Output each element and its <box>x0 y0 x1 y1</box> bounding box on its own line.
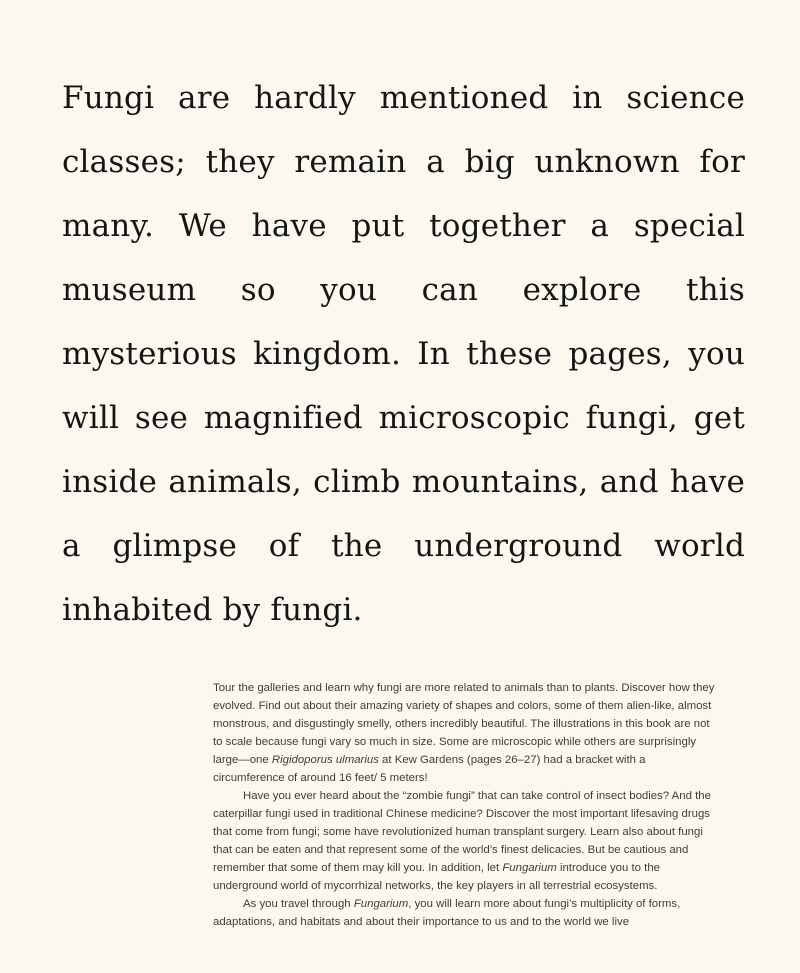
book-title: Fungarium <box>502 862 557 874</box>
species-name: Rigidoporus ulmarius <box>271 754 379 766</box>
body-paragraph-1-text-b: at Kew Gardens (pages 26–27) had a bracket with a circumference of around 16 feet/ 5 meters! <box>213 754 646 784</box>
body-paragraph-3-text-b: , you will learn more about fungi’s multiplicity of forms, adaptations, and habitats and about their importance to us and to the world we live <box>213 898 681 928</box>
body-paragraph-3 <box>213 895 719 931</box>
body-paragraph-2 <box>213 787 719 895</box>
intro-paragraph: Fungi are hardly mentioned in science classes; they remain a big unknown for many. We have put together a special museum so you can explore this mysterious kingdom. In these pages, you will see magnified microscopic fungi, get inside animals, climb mountains, and have a glimpse of the underground world inhabited by fungi. <box>62 80 745 628</box>
book-title: Fungarium <box>353 898 409 910</box>
body-paragraph-1 <box>213 679 719 787</box>
body-paragraph-1-text-a: Tour the galleries and learn why fungi are more related to animals than to plants. Discover how they evolved. Find out about their amazing variety of shapes and colors, some of them alien-like, almost monstrous, and disgustingly smelly, others incredibly beautiful. The illustrations in this book are not to scale because fungi vary so much in size. Some are microscopic while others are surprisingly large—one <box>213 682 715 766</box>
body-text <box>213 679 719 973</box>
body-paragraph-2-text-a: Have you ever heard about the “zombie fungi” that can take control of insect bodies? And the caterpillar fungi used in traditional Chinese medicine? Discover the most important lifesaving drugs that come from fungi; some have revolutionized human transplant surgery. Learn also about fungi that can be eaten and that represent some of the world’s finest delicacies. But be cautious and remember that some of them may kill you. In addition, let <box>213 790 711 874</box>
body-paragraph-2-text-b: introduce you to the underground world of mycorrhizal networks, the key players in all terrestrial ecosystems. <box>213 862 660 892</box>
body-paragraph-3-text-a: As you travel through <box>243 898 354 910</box>
